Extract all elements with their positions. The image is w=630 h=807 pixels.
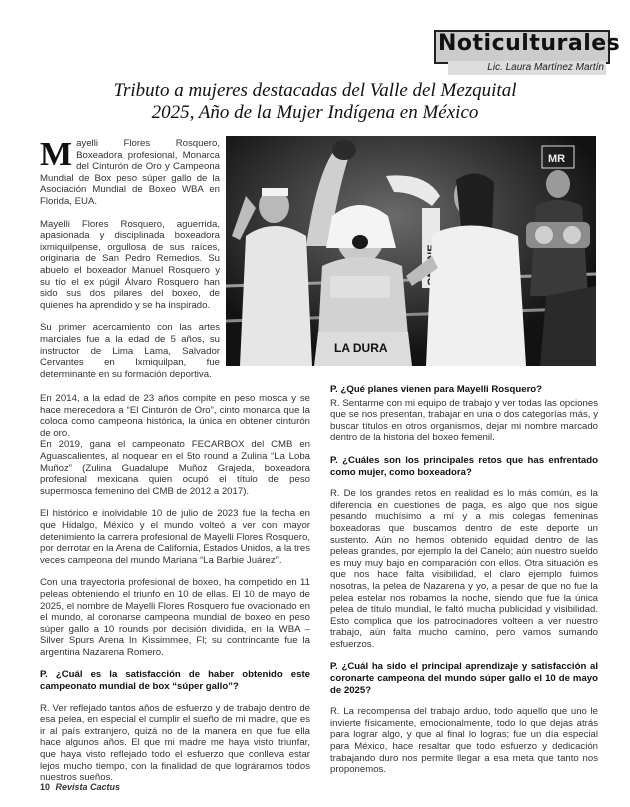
magazine-name: Revista Cactus (55, 782, 121, 792)
title-line-2: 2025, Año de la Mujer Indígena en México (151, 102, 479, 123)
paragraph: El histórico e inolvidable 10 de julio de 2023 fue la fecha en que Hidalgo, México y el mundo volteó a ver con mayor detenimiento la carrera profesional de Mayelli Flores Rosquero, por derrotar en la Arena de California, Estados Unidos, a la tres veces campeona del mundo Mariana “La Barbie Juárez”. (40, 508, 310, 566)
author-name: Lic. Laura Martínez Martín (448, 61, 606, 75)
photo-illustration (226, 136, 596, 366)
paragraph: En 2019, gana el campeonato FECARBOX del CMB en Aguascalientes, al noquear en el 5to round a Zulina “La Loba Muñoz” (Zulina Guadalupe Muñoz Grajeda, boxeadora profesional mexicana quien ocupó el título de peso supermosca femenino del CMB de 2012 a 2017). (40, 439, 310, 497)
intro-paragraph: Mayelli Flores Rosquero, Boxeadora profesional, Monarca del Cinturón de Oro y Campeona Mundial de Box peso súper gallo de la Asociación Mundial de Boxeo WBA en Florida, EUA. (40, 136, 220, 207)
article-title (80, 80, 550, 124)
paragraph: Mayelli Flores Rosquero, aguerrida, apasionada y disciplinada boxeadora ixmiquilpense, orgullosa de sus raíces, originaria de San Pedro Remedios. Su abuelo el boxeador Manuel Rosquero y su tío el ex púgil Álvaro Rosquero han sido sus dos pilares del boxeo, de quienes ha aprendido y se ha inspirado. (40, 218, 220, 311)
answer: R. Sentarme con mi equipo de trabajo y ver todas las opciones que se nos presentan, trabajar en una o dos categorías más, y buscar títulos en otros organismos, dejar mi nombre marcado dentro de la historia del boxeo femenil. (330, 397, 598, 444)
paragraph: Su primer acercamiento con las artes marciales fue a la edad de 5 años, su instructor de Lima Lama, Salvador Cervantes en Ixmiquilpan, fue determinante en su formación deportiva. (40, 322, 220, 380)
right-column (330, 384, 598, 787)
page-footer (40, 782, 120, 792)
question: P. ¿Cuál es la satisfacción de haber obtenido este campeonato mundial de box “súper gallo”? (40, 669, 310, 693)
question: P. ¿Qué planes vienen para Mayelli Rosquero? (330, 384, 543, 395)
section-title: Noticulturales (438, 31, 621, 56)
question: P. ¿Cuáles son los principales retos que has enfrentado como mujer, como boxeadora? (330, 454, 598, 478)
page-number: 10 (40, 782, 51, 792)
photo-logo: MR (548, 153, 566, 165)
belt-text: LA DURA (334, 341, 388, 355)
left-column (40, 393, 310, 795)
answer: R. Ver reflejado tantos años de esfuerzo y de trabajo dentro de esa pelea, en especial el cumplir el sueño de mi madre, que es ir al país extranjero, quizá no de la manera en que fue ella hace algunos años. El que mi madre me haya visto triunfar, que haya visto reflejado todo el esfuerzo que conlleva estar lejos mucho tiempo, con la finalidad de que lográramos todos nuestros sueños. (40, 702, 310, 784)
answer: R. La recompensa del trabajo arduo, todo aquello que uno le invierte físicamente, emocionalmente, todo lo que dejas atrás para lograr algo, y que al final lo logras; fue un día especial para México, hace resaltar que todo esfuerzo y dedicación trabajando duro nos permite llegar a esa meta que tanto nos proponemos. (330, 706, 598, 776)
question: P. ¿Cuál ha sido el principal aprendizaje y satisfacción al coronarte campeona del mundo súper gallo el 10 de mayo de 2025? (330, 661, 598, 696)
paragraph: En 2014, a la edad de 23 años compite en peso mosca y se hace merecedora a “El Cinturón de Oro”, cinto monarca que la coloca como campeona histórica, la única en obtener cinturón de oro. (40, 393, 310, 439)
title-line-1: Tributo a mujeres destacadas del Valle del Mezquital (113, 80, 517, 101)
drop-cap: M (40, 136, 73, 173)
answer: R. De los grandes retos en realidad es lo más común, es la diferencia en cuestiones de paga, es algo que nos sigue pesando muchísimo a mí y a mis colegas femeninas boxeadoras que buscamos dentro de este deporte un sustento. Aún no hemos obtenido equidad dentro de las peleas grandes, por ejemplo la del Canelo; aún nuestro sueldo es muy muy bajo en comparación con ellos. Otra situación es que nos hace falta visibilidad, el claro ejemplo fuimos nosotras, la pelea de Nazarena y yo, a pesar de que no fue la pelea estelar nos robamos la noche, siendo que fue la única pelea de título mundial, le faltó mucha publicidad y visibilidad. Esto complica que los patrocinadores volteen a ver nuestro trabajo, aún falta mucho camino, pero vamos sumando esfuerzos. (330, 488, 598, 650)
paragraph: Con una trayectoria profesional de boxeo, ha competido en 11 peleas obteniendo el triunfo en 10 de ellas. El 10 de mayo de 2025, el nombre de Mayelli Flores Rosquero fue ovacionado en el mundo, al coronarse campeona mundial de boxeo en peso súper gallo a 10 rounds por decisión dividida, en la WBA –Silver Spurs Arena In Kissimmee, Fl; su contrincante fue la argentina Nazarena Romero. (40, 577, 310, 658)
boxing-photo (226, 136, 596, 366)
narrow-column (40, 138, 220, 391)
